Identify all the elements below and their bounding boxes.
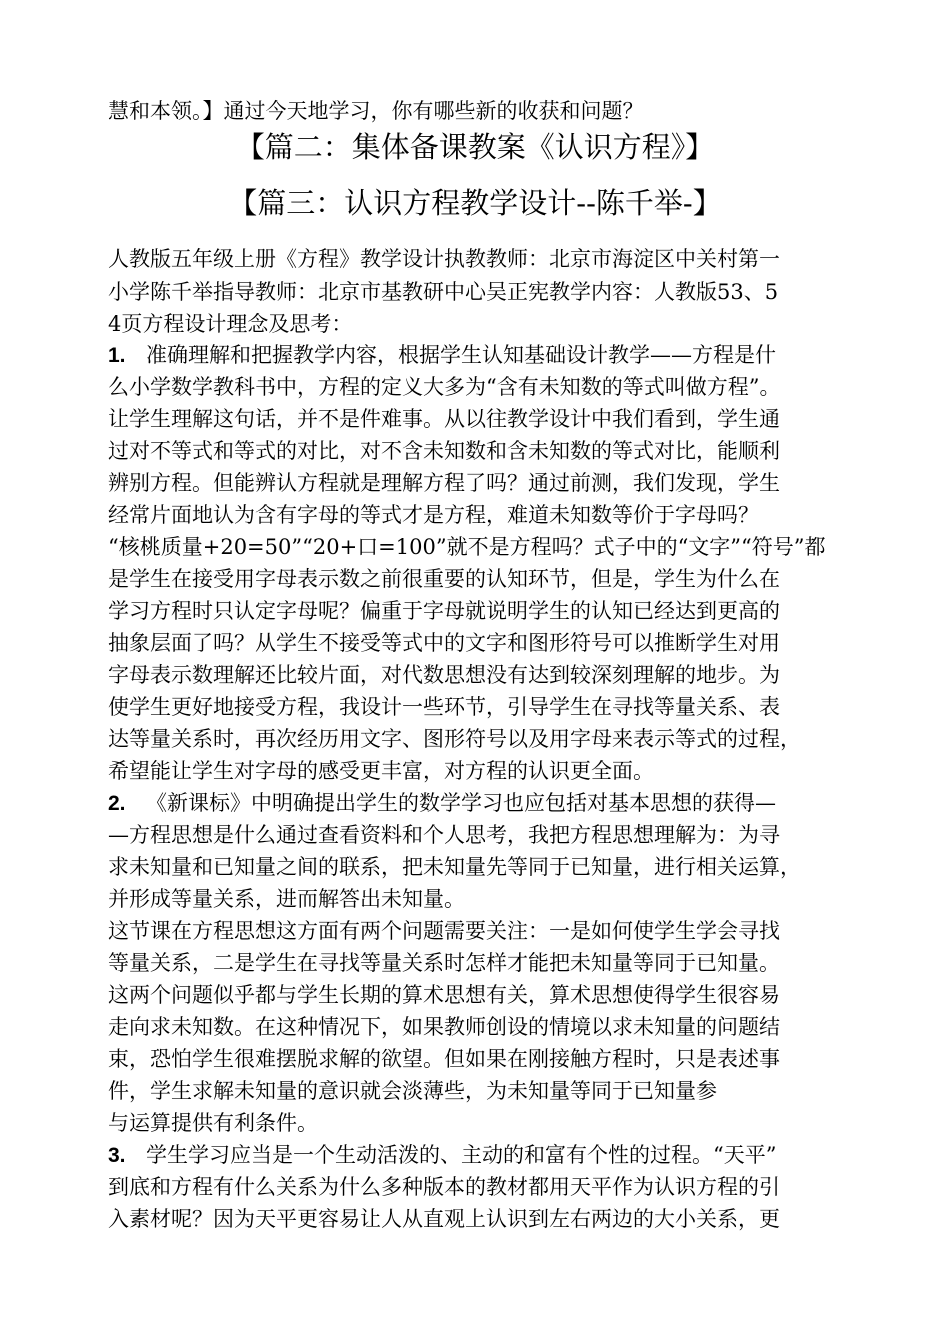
item-3-line: 到底和方程有什么关系为什么多种版本的教材都用天平作为认识方程的引	[108, 1175, 780, 1199]
item-1-line: 希望能让学生对字母的感受更丰富，对方程的认识更全面。	[108, 759, 654, 783]
para-intro-line: 人教版五年级上册《方程》教学设计执教教师：北京市海淀区中关村第一	[108, 247, 780, 271]
item-2-line: 等量关系，二是学生在寻找等量关系时怎样才能把未知量等同于已知量。	[108, 951, 780, 975]
item-2-line: 束，恐怕学生很难摆脱求解的欲望。但如果在刚接触方程时，只是表述事	[108, 1047, 780, 1071]
item-1-text: 准确理解和把握教学内容，根据学生认知基础设计教学——方程是什	[146, 343, 776, 367]
para-intro-line: 4页方程设计理念及思考：	[108, 312, 353, 336]
item-2-line: 件，学生求解未知量的意识就会淡薄些，为未知量等同于已知量参	[108, 1079, 717, 1103]
item-2-line: 求未知量和已知量之间的联系，把未知量先等同于已知量，进行相关运算，	[108, 855, 801, 879]
item-2-line: 这节课在方程思想这方面有两个问题需要关注：一是如何使学生学会寻找	[108, 919, 780, 943]
item-2-first-line	[108, 788, 868, 819]
heading-part-three: 【篇三：认识方程教学设计--陈千举-】	[228, 186, 722, 220]
item-1-line: “核桃质量+20=50”“20+口=100”就不是方程吗？式子中的“文字”“符号”都	[108, 535, 826, 559]
heading-part-two: 【篇二：集体备课教案《认识方程》】	[235, 130, 715, 164]
item-2-line: 与运算提供有利条件。	[108, 1111, 318, 1135]
item-3-line: 入素材呢？因为天平更容易让人从直观上认识到左右两边的大小关系，更	[108, 1207, 780, 1231]
item-2-line: —方程思想是什么通过查看资料和个人思考，我把方程思想理解为：为寻	[108, 823, 780, 847]
intro-line: 慧和本领。】通过今天地学习，你有哪些新的收获和问题？	[108, 99, 644, 123]
item-1-number: 1.	[108, 344, 126, 367]
item-2-line: 并形成等量关系，进而解答出未知量。	[108, 887, 465, 911]
item-1-line: 学习方程时只认定字母呢？偏重于字母就说明学生的认知已经达到更高的	[108, 599, 780, 623]
item-2-text: 《新课标》中明确提出学生的数学学习也应包括对基本思想的获得—	[146, 791, 776, 815]
item-1-line: 么小学数学教科书中，方程的定义大多为“含有未知数的等式叫做方程”。	[108, 375, 781, 399]
item-3-first-line	[108, 1140, 868, 1171]
item-1-line: 使学生更好地接受方程，我设计一些环节，引导学生在寻找等量关系、表	[108, 695, 780, 719]
para-intro-line: 小学陈千举指导教师：北京市基教研中心吴正宪教学内容：人教版53、5	[108, 280, 779, 304]
item-1-line: 过对不等式和等式的对比，对不含未知数和含未知数的等式对比，能顺利	[108, 439, 780, 463]
item-2-line: 走向求未知数。在这种情况下，如果教师创设的情境以求未知量的问题结	[108, 1015, 780, 1039]
item-1-line: 经常片面地认为含有字母的等式才是方程，难道未知数等价于字母吗？	[108, 503, 759, 527]
item-1-line: 达等量关系时，再次经历用文字、图形符号以及用字母来表示等式的过程，	[108, 727, 801, 751]
item-3-text: 学生学习应当是一个生动活泼的、主动的和富有个性的过程。“天平”	[146, 1143, 777, 1167]
item-1-line: 抽象层面了吗？从学生不接受等式中的文字和图形符号可以推断学生对用	[108, 631, 780, 655]
item-1-line: 辨别方程。但能辨认方程就是理解方程了吗？通过前测，我们发现，学生	[108, 471, 780, 495]
item-2-number: 2.	[108, 792, 126, 815]
item-1-line: 让学生理解这句话，并不是件难事。从以往教学设计中我们看到，学生通	[108, 407, 780, 431]
item-1-line: 字母表示数理解还比较片面，对代数思想没有达到较深刻理解的地步。为	[108, 663, 780, 687]
item-2-line: 这两个问题似乎都与学生长期的算术思想有关，算术思想使得学生很容易	[108, 983, 780, 1007]
item-1-first-line	[108, 340, 868, 371]
item-1-line: 是学生在接受用字母表示数之前很重要的认知环节，但是，学生为什么在	[108, 567, 780, 591]
item-3-number: 3.	[108, 1144, 126, 1167]
